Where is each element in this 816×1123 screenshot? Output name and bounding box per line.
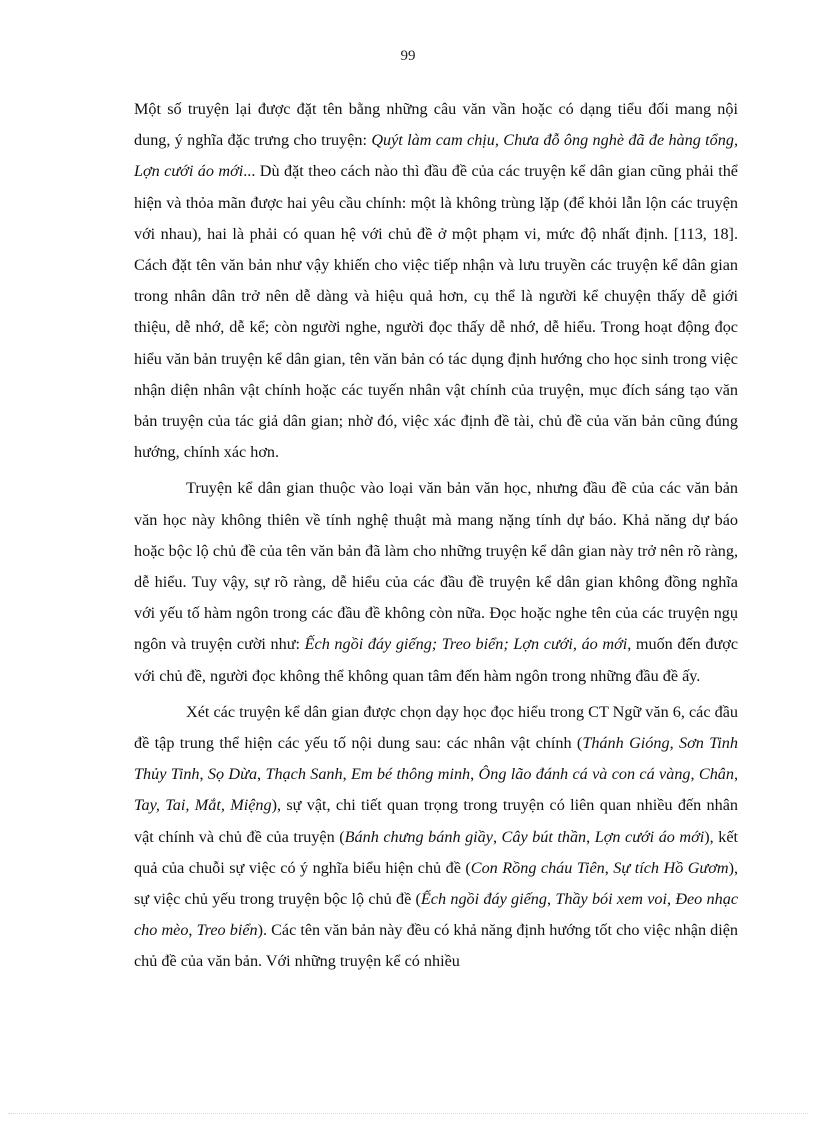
body-text <box>134 94 738 983</box>
italic-title-run: Đeo nhạc cho mèo <box>134 890 739 940</box>
paragraph-3 <box>134 697 738 978</box>
text-run: ). Các tên văn bản này đều có khả năng định hướng tốt cho việc nhận diện chủ đề của văn bản. Với những truyện kể có nhiều <box>134 921 739 971</box>
italic-title-run: Thầy bói xem voi <box>555 890 667 909</box>
text-run: , <box>604 858 614 877</box>
italic-title-run: Thánh Gióng <box>582 734 670 753</box>
italic-title-run: Cây bút thần <box>501 827 587 846</box>
italic-title-run: Lợn cưới áo mới <box>594 827 705 846</box>
text-run: ), sự việc chủ yếu trong truyện bộc lộ chủ đề ( <box>134 858 739 909</box>
text-run: ), kết quả của chuỗi sự việc có ý nghĩa biểu hiện chủ đề ( <box>134 827 739 877</box>
italic-title-run: Em bé thông minh <box>351 765 471 784</box>
page-bottom-divider <box>8 1113 808 1114</box>
italic-title-run: Chân, Tay, Tai, Mắt, Miệng <box>134 765 739 815</box>
italic-title-run: Quýt làm cam chịu, Chưa đỗ ông nghè đã đe hàng tổng, Lợn cưới áo mới <box>134 131 738 181</box>
text-run: , <box>492 827 502 846</box>
text-run: Một số truyện lại được đặt tên bằng những câu văn vần hoặc có dạng tiểu đối mang nội dung, ý nghĩa đặc trưng cho truyện: <box>134 100 738 150</box>
text-run: , <box>547 890 556 909</box>
italic-title-run: Con Rồng cháu Tiên <box>470 858 605 877</box>
text-run: , muốn đến được với chủ đề, người đọc không thể không quan tâm đến hàm ngôn trong những đầu đề ấy. <box>134 635 739 685</box>
italic-title-run: Sự tích Hồ Gươm <box>613 858 729 877</box>
text-run: , <box>690 765 699 784</box>
italic-title-run: Thạch Sanh <box>265 765 343 784</box>
text-run: Xét các truyện kể dân gian được chọn dạy học đọc hiểu trong CT Ngữ văn 6, các đầu đề tập trung thể hiện các yếu tố nội dung sau: các nhân vật chính ( <box>134 702 738 753</box>
italic-title-run: Ông lão đánh cá và con cá vàng <box>478 765 691 784</box>
text-run: , <box>586 827 595 846</box>
text-run: , <box>470 765 479 784</box>
text-run: , <box>199 765 208 784</box>
page-number: 99 <box>400 48 416 64</box>
text-run: , <box>342 765 352 784</box>
text-run: , <box>188 921 197 940</box>
text-run: , <box>669 734 679 753</box>
italic-title-run: Sọ Dừa <box>207 765 258 784</box>
text-run: Truyện kể dân gian thuộc vào loại văn bản văn học, nhưng đầu đề của các văn bản văn học này không thiên về tính nghệ thuật mà mang nặng tính dự báo. Khả năng dự báo hoặc bộc lộ chủ đề của tên văn bản đã làm cho những truyện kể dân gian này trở nên rõ ràng, dễ hiểu. Tuy vậy, sự rõ ràng, dễ hiểu của các đầu đề truyện kể dân gian không đồng nghĩa với yếu tố hàm ngôn trong các đầu đề không còn nữa. Đọc hoặc nghe tên của các truyện ngụ ngôn và truyện cười như: <box>134 479 738 654</box>
text-run: , <box>667 890 676 909</box>
italic-title-run: Ếch ngồi đáy giếng; Treo biển; Lợn cưới, áo mới <box>304 635 628 654</box>
paragraph-1 <box>134 94 738 468</box>
italic-title-run: Treo biển <box>196 921 258 940</box>
italic-title-run: Ếch ngồi đáy giếng <box>420 890 547 909</box>
italic-title-run: Bánh chưng bánh giầy <box>344 827 493 846</box>
text-run: ... Dù đặt theo cách nào thì đầu đề của các truyện kể dân gian cũng phải thể hiện và thỏa mãn được hai yêu cầu chính: một là không trùng lặp (để khỏi lẫn lộn các truyện với nhau), hai là phải có quan hệ với chủ đề ở một phạm vi, mức độ nhất định. [113, 18]. Cách đặt tên văn bản như vậy khiến cho việc tiếp nhận và lưu truyền các truyện kể dân gian trong nhân dân trở nên dễ dàng và hiệu quả hơn, cụ thể là người kể chuyện thấy dễ giới thiệu, dễ nhớ, dễ kể; còn người nghe, người đọc thấy dễ nhớ, dễ hiểu. Trong hoạt động đọc hiểu văn bản truyện kể dân gian, tên văn bản có tác dụng định hướng cho học sinh trong việc nhận diện nhân vật chính hoặc các tuyến nhân vật chính của truyện, mục đích sáng tạo văn bản truyện của tác giả dân gian; nhờ đó, việc xác định đề tài, chủ đề của văn bản cũng đúng hướng, chính xác hơn. <box>134 162 738 462</box>
text-run: ), sự vật, chi tiết quan trọng trong truyện có liên quan nhiều đến nhân vật chính và chủ đề của truyện ( <box>134 796 739 846</box>
text-run: , <box>257 765 266 784</box>
italic-title-run: Sơn Tinh Thủy Tinh <box>134 734 738 784</box>
paragraph-2 <box>134 473 738 691</box>
